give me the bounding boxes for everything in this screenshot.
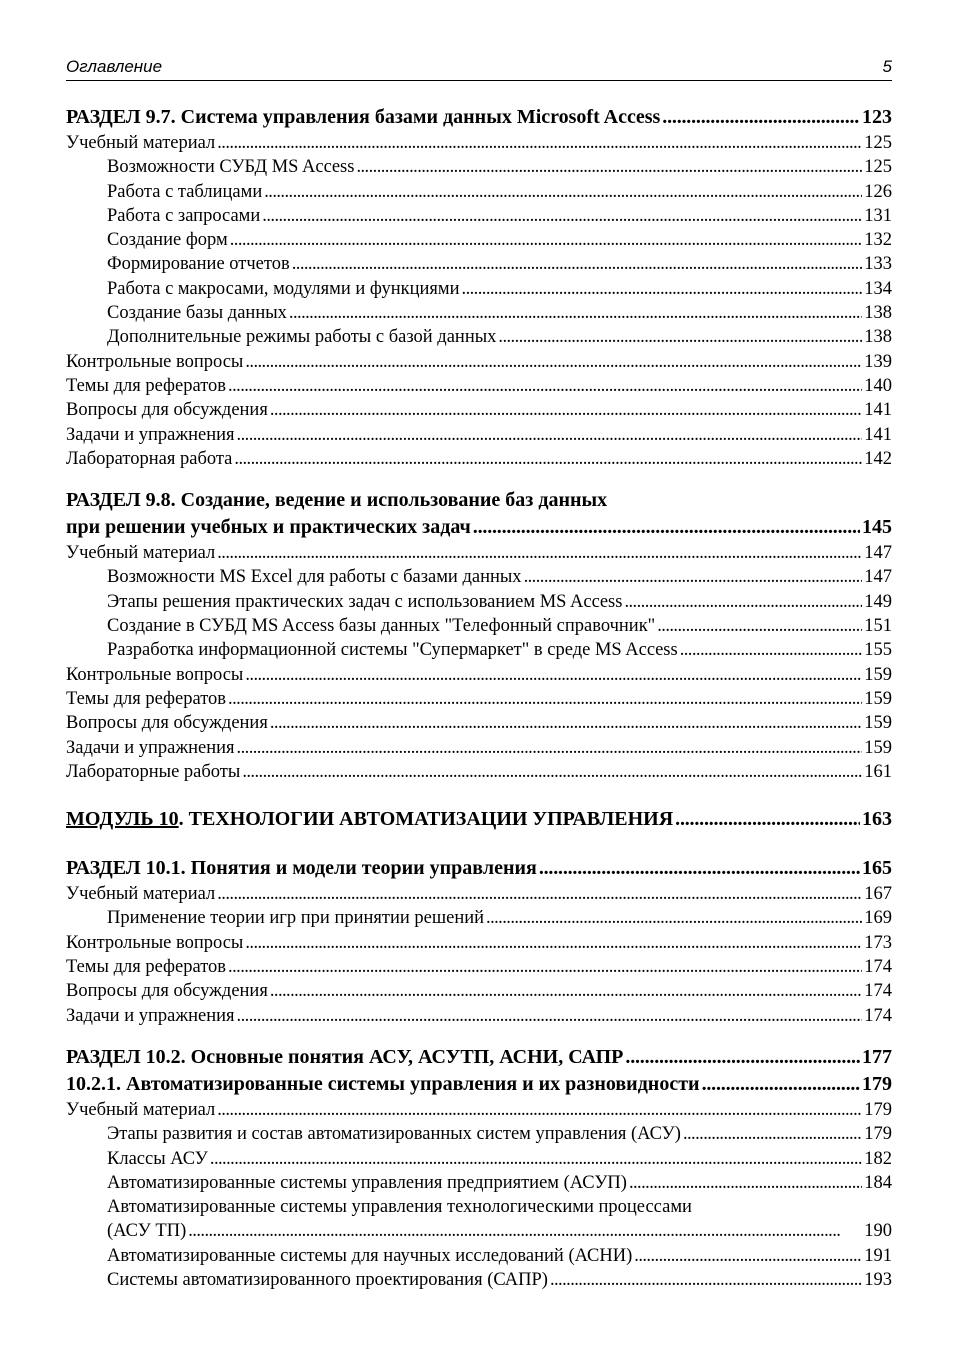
section-heading[interactable] (66, 514, 892, 541)
toc-subentry[interactable] (66, 228, 892, 252)
entry-page-number: 159 (864, 737, 892, 758)
entry-title: Возможности MS Excel для работы с базами данных (107, 567, 522, 588)
dot-leader (289, 301, 862, 325)
dot-leader (683, 1122, 862, 1146)
entry-title: Автоматизированные системы управления предприятием (АСУП) (107, 1172, 627, 1193)
dot-leader (539, 855, 860, 882)
entry-page-number: 167 (864, 884, 892, 905)
section-spacer (66, 1028, 892, 1044)
table-of-contents (66, 104, 892, 1292)
section-block (66, 104, 892, 471)
entry-page-number: 155 (864, 640, 892, 661)
section-spacer (66, 784, 892, 806)
module-name: . ТЕХНОЛОГИИ АВТОМАТИЗАЦИИ УПРАВЛЕНИЯ (178, 808, 674, 831)
toc-subentry[interactable] (66, 590, 892, 614)
toc-subentry[interactable] (66, 638, 892, 662)
entry-page-number: 159 (864, 664, 892, 685)
module-title (66, 806, 673, 833)
entry-title: Формирование отчетов (107, 254, 290, 275)
toc-entry[interactable] (66, 423, 892, 447)
entry-page-number: 165 (862, 857, 892, 880)
dot-leader (462, 277, 863, 301)
entry-page-number: 174 (864, 957, 892, 978)
section-heading-line[interactable]: РАЗДЕЛ 9.8. Создание, ведение и использование баз данных (66, 489, 608, 512)
toc-subentry[interactable] (66, 1147, 892, 1171)
toc-subentry[interactable] (66, 1122, 892, 1146)
entry-page-number: 184 (864, 1172, 892, 1193)
entry-page-number: 147 (864, 543, 892, 564)
toc-subentry[interactable] (66, 204, 892, 228)
entry-title: Системы автоматизированного проектирования (САПР) (107, 1269, 548, 1290)
toc-entry-text[interactable]: Автоматизированные системы управления технологическими процессами (107, 1197, 692, 1218)
entry-title: Вопросы для обсуждения (66, 400, 268, 421)
section-heading[interactable] (66, 104, 892, 131)
entry-page-number: 123 (862, 106, 892, 128)
entry-title: Создание в СУБД MS Access базы данных "Телефонный справочник" (107, 616, 656, 637)
dot-leader (629, 1171, 862, 1195)
dot-leader (237, 1004, 863, 1028)
entry-title: РАЗДЕЛ 9.7. Система управления базами данных Microsoft Access (66, 106, 661, 128)
toc-subentry[interactable] (66, 252, 892, 276)
toc-entry[interactable] (66, 882, 892, 906)
toc-subentry[interactable] (66, 565, 892, 589)
dot-leader (473, 514, 860, 541)
dot-leader (625, 1044, 860, 1071)
section-spacer (66, 471, 892, 487)
toc-entry[interactable] (66, 736, 892, 760)
entry-title: Контрольные вопросы (66, 664, 244, 685)
entry-page-number: 159 (864, 688, 892, 709)
module-heading[interactable] (66, 806, 892, 833)
entry-title: Контрольные вопросы (66, 351, 244, 372)
dot-leader (264, 180, 862, 204)
dot-leader (188, 1219, 862, 1243)
entry-title: Создание базы данных (107, 303, 287, 324)
section-heading[interactable] (66, 1044, 892, 1071)
entry-title: Этапы решения практических задач с использованием MS Access (107, 591, 623, 612)
entry-title: (АСУ ТП) (107, 1221, 187, 1242)
dot-leader (702, 1071, 860, 1098)
dot-leader (262, 204, 862, 228)
toc-subentry[interactable] (66, 301, 892, 325)
entry-title: Возможности СУБД MS Access (107, 157, 355, 178)
entry-title: 10.2.1. Автоматизированные системы управления и их разновидности (66, 1072, 700, 1095)
entry-page-number: 126 (864, 181, 892, 202)
dot-leader (662, 104, 860, 131)
header-page-number: 5 (882, 57, 892, 76)
entry-page-number: 173 (864, 932, 892, 953)
toc-subentry[interactable] (66, 1219, 892, 1243)
entry-page-number: 191 (864, 1245, 892, 1266)
entry-page-number: 141 (864, 424, 892, 445)
entry-title: Учебный материал (66, 1099, 216, 1120)
running-header (66, 54, 892, 81)
entry-title: Задачи и упражнения (66, 424, 235, 445)
section-spacer (66, 833, 892, 855)
entry-title: Учебный материал (66, 543, 216, 564)
toc-entry[interactable] (66, 760, 892, 784)
entry-title: Контрольные вопросы (66, 932, 244, 953)
dot-leader (245, 931, 862, 955)
dot-leader (245, 663, 862, 687)
entry-title: Вопросы для обсуждения (66, 713, 268, 734)
dot-leader (228, 374, 862, 398)
entry-title: Классы АСУ (107, 1148, 208, 1169)
entry-title: Лабораторные работы (66, 761, 241, 782)
section-block (66, 487, 892, 784)
entry-page-number: 149 (864, 591, 892, 612)
dot-leader (237, 423, 863, 447)
entry-page-number: 138 (864, 327, 892, 348)
dot-leader (356, 155, 862, 179)
entry-title: РАЗДЕЛ 10.1. Понятия и модели теории управления (66, 857, 537, 880)
entry-page-number: 179 (862, 1072, 892, 1095)
toc-entry[interactable] (66, 398, 892, 422)
dot-leader (210, 1147, 862, 1171)
dot-leader (217, 882, 862, 906)
dot-leader (270, 711, 862, 735)
dot-leader (675, 806, 860, 833)
toc-subentry[interactable] (66, 325, 892, 349)
dot-leader (624, 590, 862, 614)
section-block (66, 855, 892, 1028)
dot-leader (217, 541, 862, 565)
dot-leader (242, 760, 862, 784)
toc-subentry[interactable] (66, 906, 892, 930)
dot-leader (228, 955, 862, 979)
entry-page-number: 139 (864, 351, 892, 372)
entry-title: Темы для рефератов (66, 688, 227, 709)
dot-leader (680, 638, 863, 662)
entry-page-number: 125 (864, 133, 892, 153)
entry-page-number: 174 (864, 1005, 892, 1026)
dot-leader (217, 131, 862, 155)
entry-page-number: 182 (864, 1148, 892, 1169)
toc-subentry[interactable] (66, 614, 892, 638)
toc-subentry[interactable] (66, 1268, 892, 1292)
toc-entry[interactable] (66, 687, 892, 711)
toc-entry[interactable] (66, 955, 892, 979)
toc-entry[interactable] (66, 541, 892, 565)
entry-title: Учебный материал (66, 133, 216, 153)
entry-page-number: 141 (864, 400, 892, 421)
toc-subentry[interactable] (66, 1244, 892, 1268)
entry-page-number: 140 (864, 375, 892, 396)
entry-page-number: 174 (864, 981, 892, 1002)
module-block (66, 806, 892, 833)
dot-leader (230, 228, 863, 252)
entry-title: Разработка информационной системы "Супермаркет" в среде MS Access (107, 640, 678, 661)
section-heading[interactable] (66, 855, 892, 882)
dot-leader (550, 1268, 862, 1292)
dot-leader (292, 252, 863, 276)
toc-subentry[interactable] (66, 277, 892, 301)
entry-title: Вопросы для обсуждения (66, 981, 268, 1002)
entry-title: Применение теории игр при принятии решений (107, 908, 485, 929)
toc-subentry[interactable] (66, 180, 892, 204)
entry-title: Этапы развития и состав автоматизированных систем управления (АСУ) (107, 1124, 681, 1145)
entry-page-number: 159 (864, 713, 892, 734)
entry-title: Задачи и упражнения (66, 1005, 235, 1026)
entry-page-number: 151 (864, 616, 892, 637)
entry-page-number: 169 (864, 908, 892, 929)
entry-page-number: 132 (864, 230, 892, 251)
entry-page-number: 163 (862, 808, 892, 831)
entry-title: Дополнительные режимы работы с базой данных (107, 327, 497, 348)
dot-leader (657, 614, 862, 638)
toc-entry[interactable] (66, 131, 892, 155)
dot-leader (634, 1244, 862, 1268)
toc-entry[interactable] (66, 979, 892, 1003)
dot-leader (234, 447, 862, 471)
entry-title: РАЗДЕЛ 10.2. Основные понятия АСУ, АСУТП, АСНИ, САПР (66, 1045, 624, 1068)
entry-page-number: 142 (864, 448, 892, 469)
dot-leader (270, 398, 862, 422)
entry-page-number: 145 (862, 516, 892, 539)
entry-title: Темы для рефератов (66, 375, 227, 396)
dot-leader (228, 687, 862, 711)
module-number: МОДУЛЬ 10 (66, 808, 179, 831)
entry-page-number: 125 (864, 157, 892, 178)
entry-page-number: 133 (864, 254, 892, 275)
entry-title: Учебный материал (66, 884, 216, 905)
toc-entry[interactable] (66, 931, 892, 955)
entry-page-number: 193 (864, 1269, 892, 1290)
entry-page-number: 131 (864, 205, 892, 226)
entry-title: Работа с макросами, модулями и функциями (107, 278, 460, 299)
header-title: Оглавление (66, 57, 163, 76)
dot-leader (270, 979, 862, 1003)
entry-page-number: 134 (864, 278, 892, 299)
entry-title: Темы для рефератов (66, 957, 227, 978)
entry-page-number: 190 (864, 1221, 892, 1242)
section-block (66, 1044, 892, 1292)
entry-page-number: 138 (864, 303, 892, 324)
entry-title: Работа с запросами (107, 205, 261, 226)
toc-entry[interactable] (66, 350, 892, 374)
toc-subentry[interactable] (66, 1171, 892, 1195)
entry-title: Автоматизированные системы для научных исследований (АСНИ) (107, 1245, 633, 1266)
dot-leader (524, 565, 863, 589)
dot-leader (498, 325, 862, 349)
toc-subentry[interactable] (66, 155, 892, 179)
toc-entry[interactable] (66, 1004, 892, 1028)
dot-leader (486, 906, 862, 930)
entry-page-number: 179 (864, 1099, 892, 1120)
dot-leader (217, 1098, 862, 1122)
section-heading[interactable] (66, 1071, 892, 1098)
toc-entry[interactable] (66, 374, 892, 398)
toc-entry[interactable] (66, 1098, 892, 1122)
toc-entry[interactable] (66, 711, 892, 735)
entry-page-number: 161 (864, 761, 892, 782)
dot-leader (237, 736, 863, 760)
toc-entry[interactable] (66, 447, 892, 471)
entry-title: Лабораторная работа (66, 448, 233, 469)
dot-leader (245, 350, 862, 374)
entry-title: Работа с таблицами (107, 181, 263, 202)
entry-title: при решении учебных и практических задач (66, 516, 471, 539)
entry-title: Задачи и упражнения (66, 737, 235, 758)
toc-entry[interactable] (66, 663, 892, 687)
entry-page-number: 179 (864, 1124, 892, 1145)
entry-page-number: 177 (862, 1045, 892, 1068)
entry-page-number: 147 (864, 567, 892, 588)
entry-title: Создание форм (107, 230, 228, 251)
